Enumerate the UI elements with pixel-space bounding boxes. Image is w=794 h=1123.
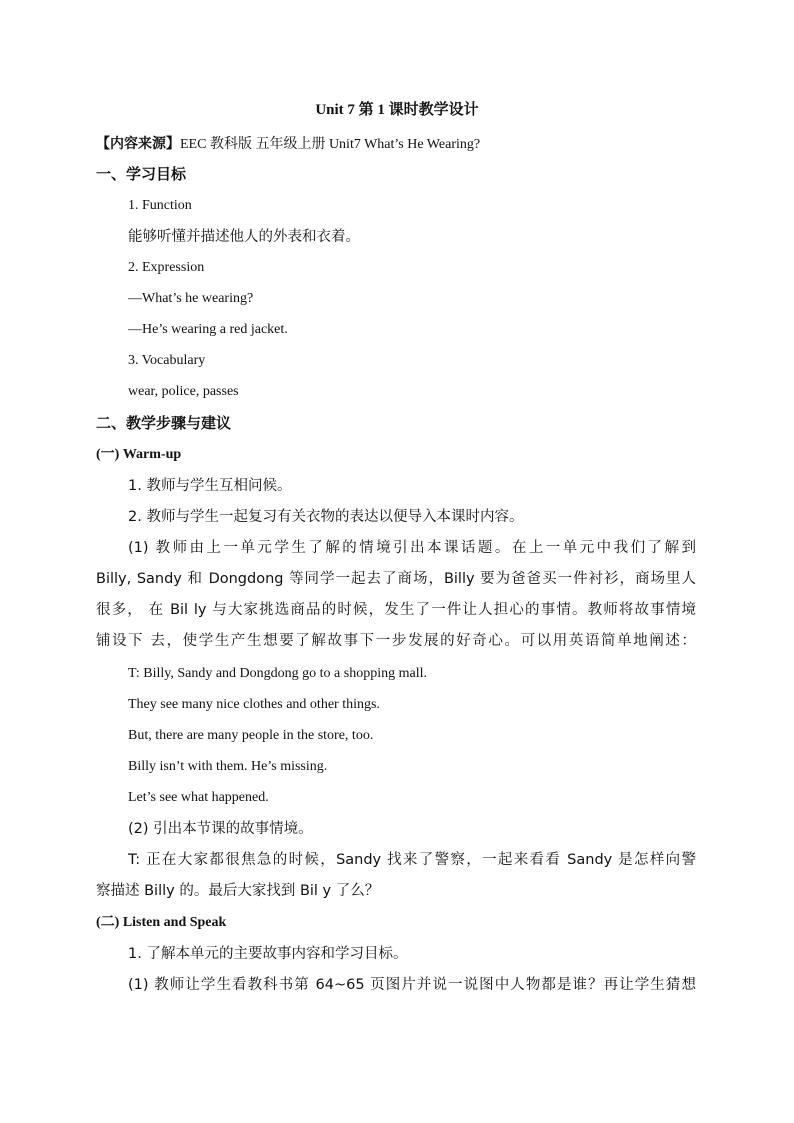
listen-para-1: (1) 教师让学生看教科书第 64~65 页图片并说一说图中人物都是谁？再让学生猜想 bbox=[128, 977, 696, 993]
dialogue-line-1: T: Billy, Sandy and Dongdong go to a shopping mall. bbox=[128, 666, 427, 681]
warmup-para-3-line-2: 察描述 Billy 的。最后大家找到 Bil y 了么？ bbox=[96, 883, 380, 899]
dialogue-line-4: Billy isn’t with them. He’s missing. bbox=[128, 759, 328, 774]
goal-expression-label: 2. Expression bbox=[128, 260, 205, 275]
section-heading-teaching-steps: 二、教学步骤与建议 bbox=[96, 414, 232, 432]
content-source-text: EEC 教科版 五年级上册 Unit7 What’s He Wearing? bbox=[180, 137, 481, 152]
warmup-step-2: 2. 教师与学生一起复习有关衣物的表达以便导入本课时内容。 bbox=[128, 509, 524, 525]
goal-expression-question: —What’s he wearing? bbox=[128, 291, 254, 306]
subsection-heading-listen-and-speak: (二) Listen and Speak bbox=[96, 915, 227, 930]
section-heading-learning-goals: 一、学习目标 bbox=[96, 165, 187, 183]
document-title: Unit 7 第 1 课时教学设计 bbox=[315, 102, 479, 118]
warmup-para-line-4: 铺设下 去，使学生产生想要了解故事下一步发展的好奇心。可以用英语简单地阐述： bbox=[96, 633, 696, 649]
dialogue-line-5: Let’s see what happened. bbox=[128, 790, 269, 805]
warmup-para-2: (2) 引出本节课的故事情境。 bbox=[128, 821, 313, 837]
warmup-para-3-line-1: T: 正在大家都很焦急的时候，Sandy 找来了警察，一起来看看 Sandy 是怎样向警 bbox=[128, 852, 696, 868]
subsection-heading-warm-up: (一) Warm-up bbox=[96, 447, 182, 462]
warmup-para-line-2: Billy, Sandy 和 Dongdong 等同学一起去了商场，Billy 要为爸爸买一件衬衫，商场里人 bbox=[96, 571, 696, 587]
warmup-para-line-1: (1) 教师由上一单元学生了解的情境引出本课话题。在上一单元中我们了解到 bbox=[128, 540, 696, 556]
warmup-para-line-3: 很多， 在 Bil ly 与大家挑选商品的时候，发生了一件让人担心的事情。教师将故事情境 bbox=[96, 602, 696, 618]
warmup-step-1: 1. 教师与学生互相问候。 bbox=[128, 478, 292, 494]
listen-step-1: 1. 了解本单元的主要故事内容和学习目标。 bbox=[128, 946, 408, 962]
goal-vocabulary-words: wear, police, passes bbox=[128, 384, 239, 399]
goal-function-label: 1. Function bbox=[128, 198, 192, 213]
content-source-label: 【内容来源】 bbox=[96, 136, 180, 152]
goal-vocabulary-label: 3. Vocabulary bbox=[128, 353, 206, 368]
dialogue-line-2: They see many nice clothes and other things. bbox=[128, 697, 380, 712]
dialogue-line-3: But, there are many people in the store, too. bbox=[128, 728, 374, 743]
goal-expression-answer: —He’s wearing a red jacket. bbox=[128, 322, 288, 337]
content-source bbox=[96, 137, 480, 152]
goal-function-text: 能够听懂并描述他人的外表和衣着。 bbox=[128, 229, 360, 245]
